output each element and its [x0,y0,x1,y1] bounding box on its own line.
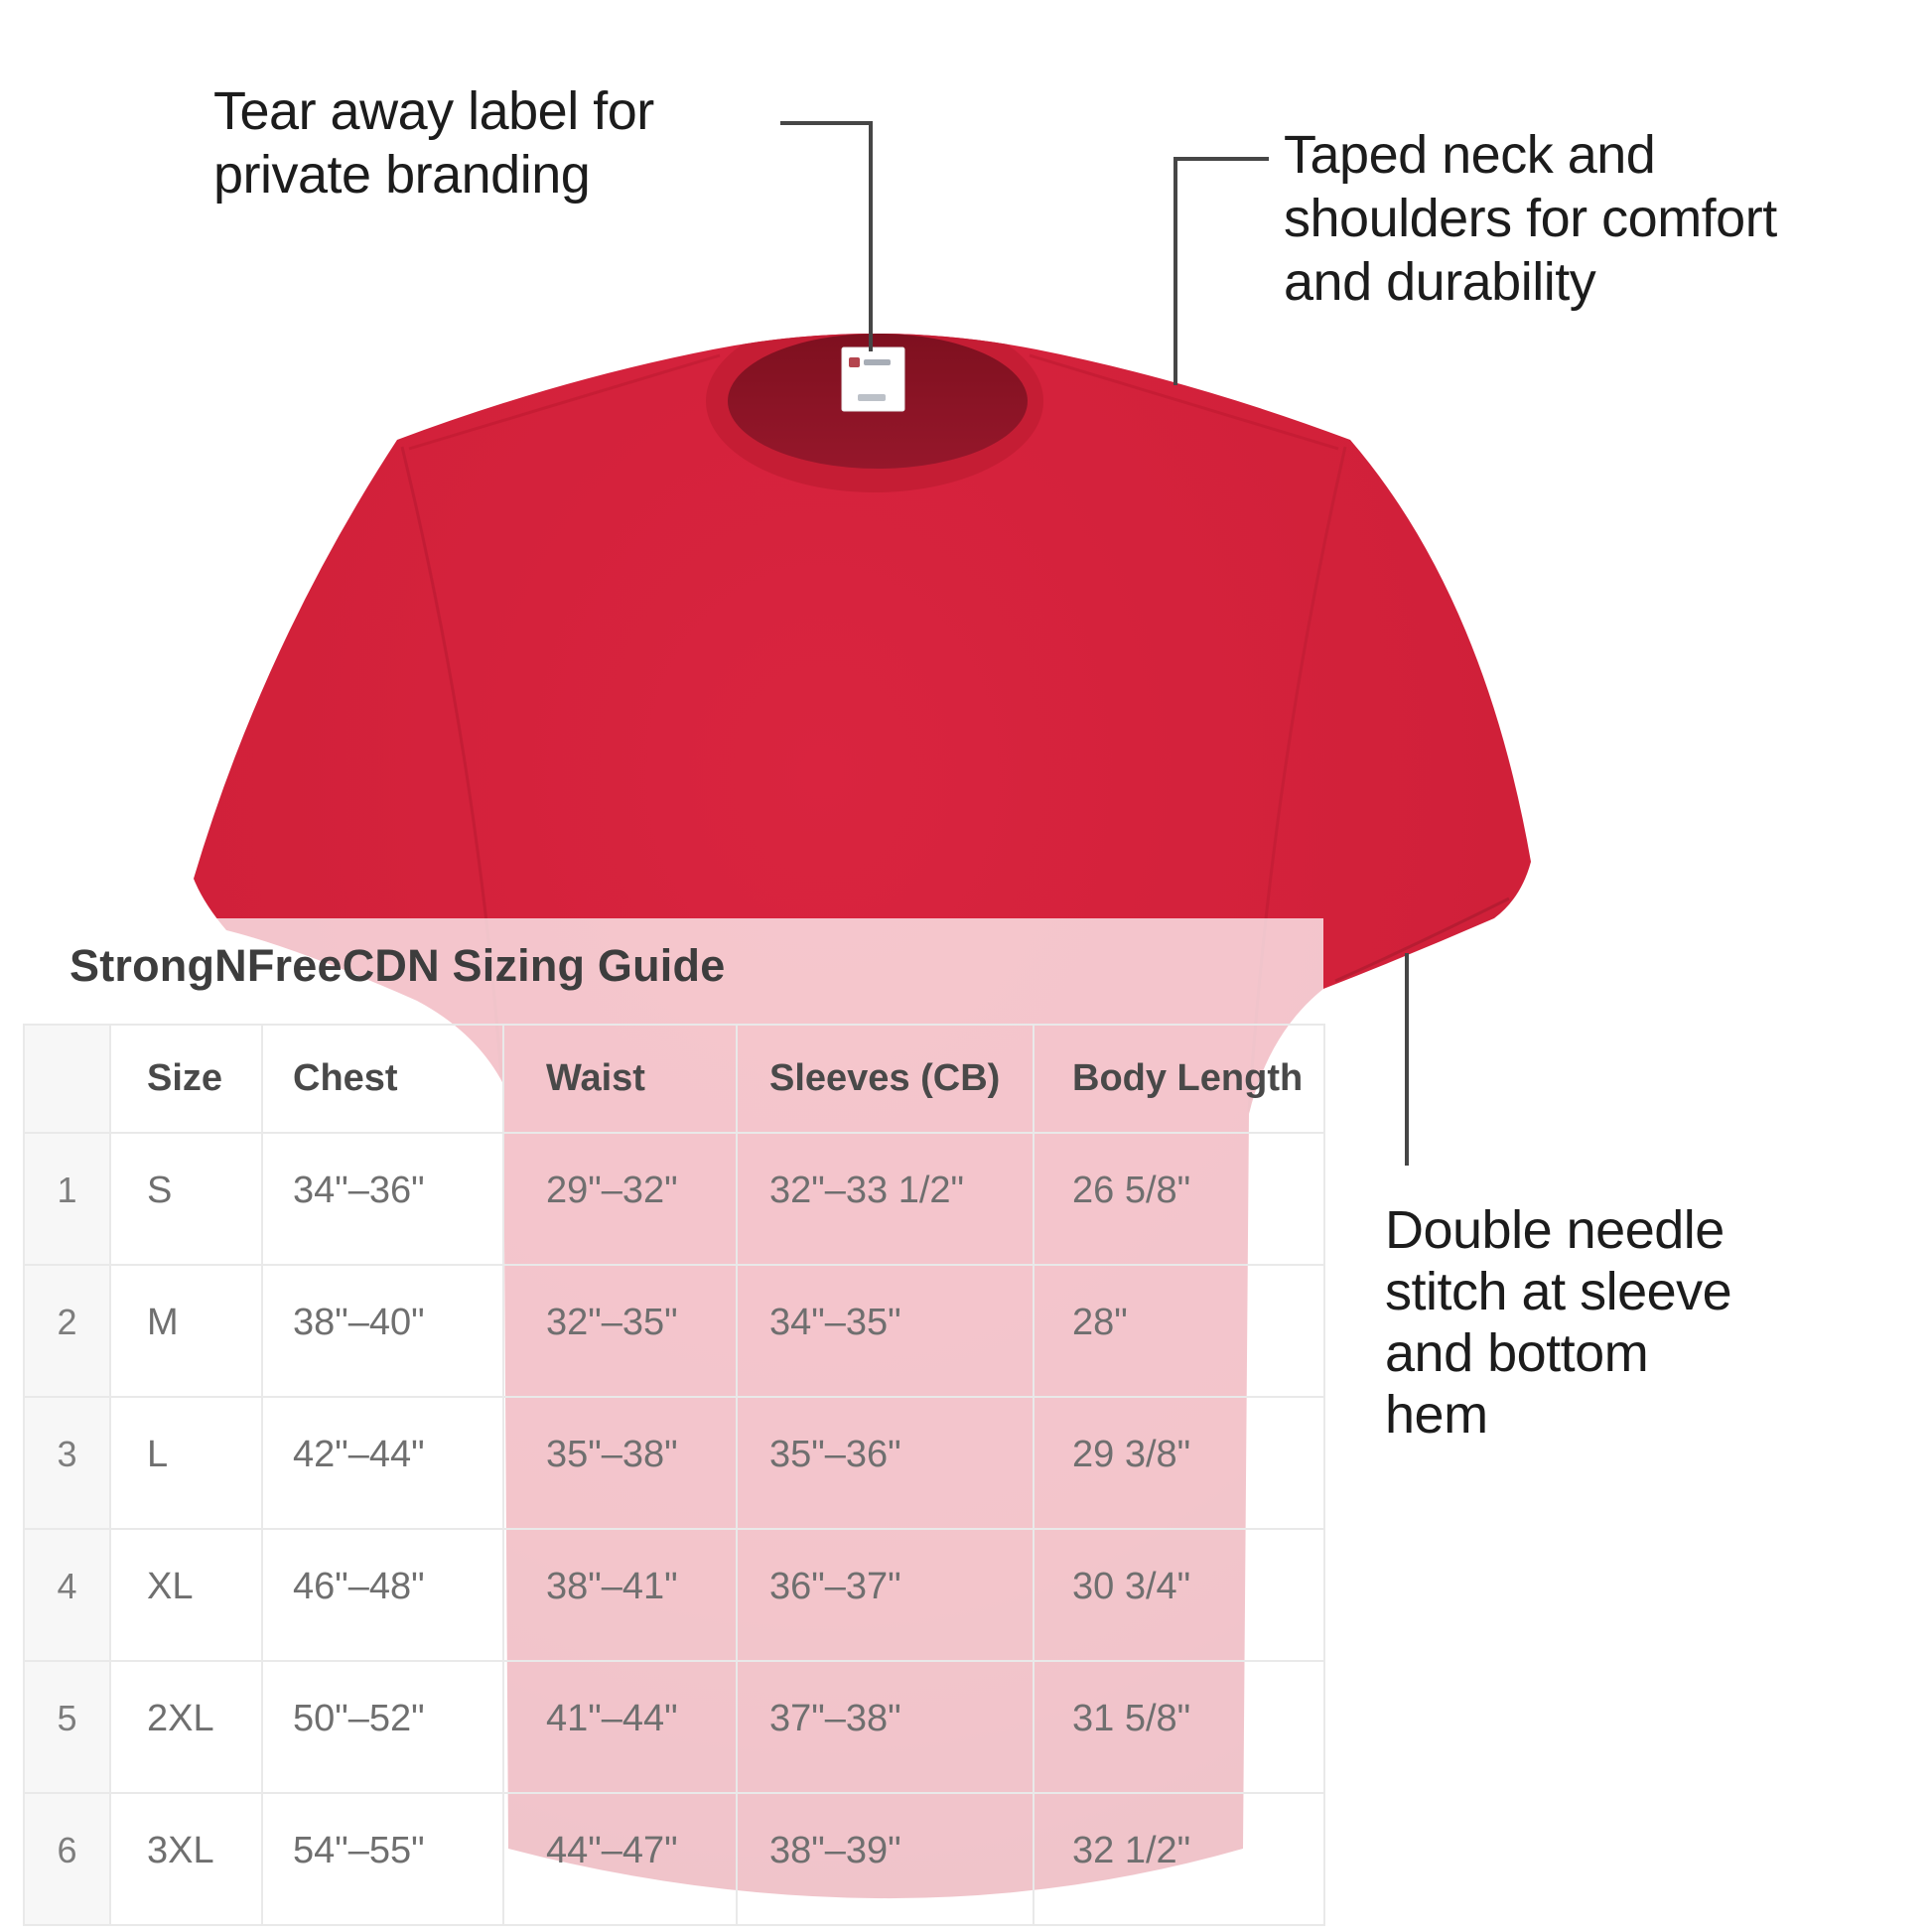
table-header-sleeves: Sleeves (CB) [738,1026,1035,1134]
table-cell: 41"–44" [504,1662,738,1794]
table-cell: 1 [25,1134,111,1266]
table-cell: 2XL [111,1662,263,1794]
sizing-guide-panel [0,918,1323,1932]
table-cell: 32 1/2" [1035,1794,1325,1926]
table-cell: 3 [25,1398,111,1530]
table-cell: 34"–36" [263,1134,504,1266]
callout-text-line: shoulders for comfort [1284,189,1777,248]
table-cell: 26 5/8" [1035,1134,1325,1266]
callout-text-line: stitch at sleeve [1385,1262,1732,1321]
table-cell: 31 5/8" [1035,1662,1325,1794]
callout-tear-away-label [213,79,654,207]
neck-label-logo-icon [849,357,860,367]
table-cell: 32"–33 1/2" [738,1134,1035,1266]
table-cell: 2 [25,1266,111,1398]
callout-connector-line [869,121,873,351]
table-cell: 28" [1035,1266,1325,1398]
table-cell: 42"–44" [263,1398,504,1530]
table-cell: 32"–35" [504,1266,738,1398]
callout-connector-line [1173,157,1269,161]
table-cell: 46"–48" [263,1530,504,1662]
callout-double-needle [1385,1199,1731,1446]
callout-taped-neck [1284,123,1777,314]
table-cell: 29 3/8" [1035,1398,1325,1530]
callout-text-line: and bottom [1385,1323,1649,1383]
table-cell: 34"–35" [738,1266,1035,1398]
table-cell: 30 3/4" [1035,1530,1325,1662]
table-header-chest: Chest [263,1026,504,1134]
table-cell: 44"–47" [504,1794,738,1926]
callout-text-line: hem [1385,1385,1488,1445]
sizing-guide-title: StrongNFreeCDN Sizing Guide [69,940,726,991]
sizing-table [23,1024,1325,1926]
callout-text-line: Double needle [1385,1200,1725,1260]
table-cell: 54"–55" [263,1794,504,1926]
callout-connector-line [1173,157,1177,385]
callout-text-line: Tear away label for [213,81,654,141]
table-cell: 4 [25,1530,111,1662]
callout-connector-line [1405,953,1409,1166]
neck-label [842,347,904,411]
table-cell: 38"–41" [504,1530,738,1662]
table-header-body-length: Body Length [1035,1026,1325,1134]
table-header-waist: Waist [504,1026,738,1134]
callout-connector-line [780,121,873,125]
table-cell: XL [111,1530,263,1662]
table-cell: L [111,1398,263,1530]
table-cell: 5 [25,1662,111,1794]
table-cell: 35"–38" [504,1398,738,1530]
callout-text-line: private branding [213,145,591,205]
table-cell: 38"–39" [738,1794,1035,1926]
table-cell: 29"–32" [504,1134,738,1266]
table-cell: 6 [25,1794,111,1926]
table-cell: M [111,1266,263,1398]
table-cell: 50"–52" [263,1662,504,1794]
table-cell: S [111,1134,263,1266]
callout-text-line: Taped neck and [1284,125,1656,185]
table-cell: 3XL [111,1794,263,1926]
callout-text-line: and durability [1284,252,1596,312]
table-header-size: Size [111,1026,263,1134]
table-cell: 38"–40" [263,1266,504,1398]
table-cell: 35"–36" [738,1398,1035,1530]
table-cell: 36"–37" [738,1530,1035,1662]
table-cell: 37"–38" [738,1662,1035,1794]
table-header-index [25,1026,111,1134]
